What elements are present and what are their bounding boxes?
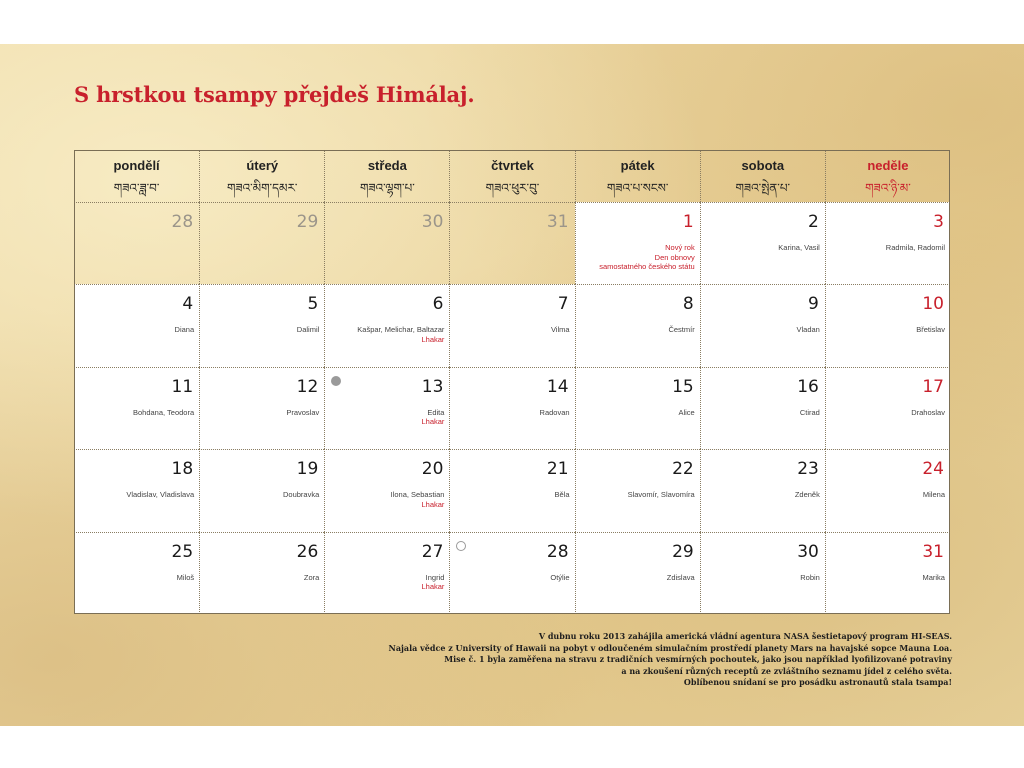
day-number: 14 xyxy=(546,376,569,397)
day-cell xyxy=(575,532,700,614)
weekday-name: sobota xyxy=(741,158,785,173)
footer-line: Mise č. 1 byla zaměřena na stravu z tradičních vesmírných pochoutek, jako jsou například lyofilizované potraviny xyxy=(444,654,952,665)
nameday-note: Běla xyxy=(554,490,570,500)
day-cell xyxy=(449,202,574,284)
nameday-note: Miloš xyxy=(176,572,195,582)
day-number: 28 xyxy=(171,212,194,232)
nameday-note: Alice xyxy=(678,407,695,417)
day-cell xyxy=(74,449,199,531)
day-number: 13 xyxy=(421,376,444,397)
weekday-tibetan: གཟའ་ཉི་མ་ xyxy=(865,181,911,195)
day-number: 17 xyxy=(922,376,944,397)
day-cell xyxy=(700,284,825,366)
footer-line: Oblíbenou snídaní se pro posádku astronautů stala tsampa! xyxy=(683,677,952,688)
day-number: 3 xyxy=(933,212,944,232)
full-moon-icon xyxy=(331,376,341,386)
calendar-grid xyxy=(74,150,950,614)
footer-text xyxy=(389,631,952,689)
nameday-note: Ilona, Sebastian xyxy=(390,490,445,500)
nameday-note: Edita xyxy=(427,407,445,417)
nameday-note: Milena xyxy=(922,490,945,500)
weekday-name: pátek xyxy=(620,158,655,173)
nameday-note: Bohdana, Teodora xyxy=(132,407,195,417)
day-notes xyxy=(421,408,444,427)
day-number: 18 xyxy=(171,459,194,480)
weekday-name: úterý xyxy=(246,158,279,173)
footer-line: V dubnu roku 2013 zahájila americká vládní agentura NASA šestietapový program HI-SEAS. xyxy=(538,631,952,641)
day-number: 15 xyxy=(672,376,694,397)
day-cell xyxy=(575,449,700,531)
day-cell xyxy=(74,202,199,284)
holiday-note: Lhakar xyxy=(421,334,445,344)
day-notes xyxy=(283,490,319,500)
day-notes xyxy=(678,408,694,418)
day-number: 30 xyxy=(421,212,444,232)
day-cell xyxy=(825,284,950,366)
day-number: 21 xyxy=(546,459,569,480)
holiday-note: samostatného českého státu xyxy=(599,262,695,271)
weekday-header xyxy=(700,150,825,202)
nameday-note: Slavomír, Slavomíra xyxy=(627,490,695,500)
day-notes xyxy=(922,573,945,583)
day-cell xyxy=(449,532,574,614)
day-notes xyxy=(796,325,819,335)
nameday-note: Zora xyxy=(303,572,320,582)
day-number: 29 xyxy=(672,541,694,562)
day-notes xyxy=(177,573,195,583)
nameday-note: Čestmír xyxy=(668,325,695,335)
day-cell xyxy=(449,449,574,531)
nameday-note: Břetislav xyxy=(916,325,945,335)
day-number: 22 xyxy=(672,459,694,480)
day-notes xyxy=(668,325,694,335)
day-number: 29 xyxy=(296,212,319,232)
day-notes xyxy=(800,408,820,418)
day-cell xyxy=(575,367,700,449)
day-number: 24 xyxy=(922,459,944,480)
day-notes xyxy=(175,325,195,335)
footer-line: a na zkoušení různých receptů ze zvláštního seznamu jídel z celého světa. xyxy=(621,665,952,676)
day-number: 1 xyxy=(682,212,694,232)
weekday-tibetan: གཟའ་ཕུར་བུ་ xyxy=(485,181,540,195)
day-notes xyxy=(304,573,319,583)
nameday-note: Diana xyxy=(174,325,195,335)
nameday-note: Zdeněk xyxy=(794,490,820,500)
holiday-note: Nový rok xyxy=(665,243,695,252)
weekday-name: středa xyxy=(367,158,407,173)
day-cell xyxy=(700,532,825,614)
day-cell xyxy=(449,284,574,366)
day-cell xyxy=(825,449,950,531)
nameday-note: Vladan xyxy=(796,325,820,335)
day-number: 26 xyxy=(296,541,319,562)
nameday-note: Vilma xyxy=(550,325,570,335)
nameday-note: Otýlie xyxy=(550,572,570,582)
day-notes xyxy=(357,325,444,344)
day-number: 8 xyxy=(682,294,694,315)
day-cell xyxy=(825,202,950,284)
nameday-note: Robin xyxy=(800,572,820,582)
day-notes xyxy=(911,408,945,418)
day-cell xyxy=(199,284,324,366)
day-cell xyxy=(199,532,324,614)
day-notes xyxy=(551,325,570,335)
day-cell xyxy=(324,202,449,284)
day-cell xyxy=(700,202,825,284)
day-cell xyxy=(449,367,574,449)
day-cell xyxy=(324,449,449,531)
day-notes xyxy=(297,325,320,335)
day-number: 19 xyxy=(296,459,319,480)
day-number: 11 xyxy=(171,376,194,397)
day-notes xyxy=(126,490,194,500)
day-number: 28 xyxy=(546,541,569,562)
nameday-note: Pravoslav xyxy=(286,407,320,417)
day-notes xyxy=(550,573,569,583)
day-notes xyxy=(667,573,695,583)
day-cell xyxy=(700,367,825,449)
day-cell xyxy=(825,367,950,449)
nameday-note: Drahoslav xyxy=(911,407,945,417)
day-cell xyxy=(324,367,449,449)
day-cell xyxy=(700,449,825,531)
holiday-note: Lhakar xyxy=(421,582,445,592)
nameday-note: Zdislava xyxy=(666,572,695,582)
day-notes xyxy=(923,490,945,500)
weekday-name: čtvrtek xyxy=(491,158,534,173)
nameday-note: Ctirad xyxy=(799,407,820,417)
day-number: 31 xyxy=(546,212,569,232)
weekday-name: pondělí xyxy=(113,158,160,173)
day-cell xyxy=(199,202,324,284)
weekday-header xyxy=(449,150,574,202)
weekday-header xyxy=(324,150,449,202)
weekday-header xyxy=(575,150,700,202)
day-notes xyxy=(886,243,945,253)
day-number: 12 xyxy=(296,376,319,397)
day-number: 9 xyxy=(808,294,819,315)
weekday-header xyxy=(199,150,324,202)
day-cell xyxy=(324,532,449,614)
weekday-tibetan: གཟའ་པ་སངས་ xyxy=(606,181,669,195)
day-notes xyxy=(391,490,445,509)
day-cell xyxy=(825,532,950,614)
weekday-tibetan: གཟའ་མིག་དམར་ xyxy=(226,181,298,195)
weekday-name: neděle xyxy=(867,158,909,173)
new-moon-icon xyxy=(456,541,466,551)
day-number: 30 xyxy=(797,541,819,562)
day-number: 2 xyxy=(808,212,819,232)
day-cell xyxy=(199,367,324,449)
weekday-tibetan: གཟའ་ཟླ་བ་ xyxy=(113,181,160,195)
day-cell xyxy=(324,284,449,366)
day-notes xyxy=(628,490,695,500)
day-number: 31 xyxy=(922,541,944,562)
day-number: 5 xyxy=(307,294,319,315)
footer-line: Najala vědce z University of Hawaii na pobyt v odloučeném simulačním prostředí planety Mars na havajské sopce Mauna Loa. xyxy=(388,642,952,653)
day-notes xyxy=(286,408,319,418)
day-cell xyxy=(199,449,324,531)
day-number: 4 xyxy=(182,294,194,315)
calendar-page xyxy=(0,44,1024,726)
weekday-header xyxy=(74,150,199,202)
day-number: 20 xyxy=(421,459,444,480)
nameday-note: Kašpar, Melichar, Baltazar xyxy=(357,325,445,335)
weekday-tibetan: གཟའ་ལྷག་པ་ xyxy=(359,181,415,195)
day-notes xyxy=(421,573,444,592)
nameday-note: Doubravka xyxy=(283,490,320,500)
day-cell xyxy=(575,284,700,366)
page-title: S hrstkou tsampy přejdeš Himálaj. xyxy=(74,82,475,107)
day-number: 10 xyxy=(922,294,944,315)
nameday-note: Radmila, Radomil xyxy=(885,243,945,252)
day-notes xyxy=(800,573,820,583)
nameday-note: Vladislav, Vladislava xyxy=(126,490,195,500)
holiday-note: Lhakar xyxy=(421,417,445,427)
nameday-note: Marika xyxy=(922,572,945,582)
weekday-tibetan: གཟའ་སྤེན་པ་ xyxy=(735,181,791,195)
day-cell xyxy=(74,284,199,366)
day-cell xyxy=(74,367,199,449)
day-cell xyxy=(575,202,700,284)
day-number: 6 xyxy=(432,294,444,315)
day-notes xyxy=(599,243,694,272)
weekday-header xyxy=(825,150,950,202)
holiday-note: Lhakar xyxy=(421,499,445,509)
day-notes xyxy=(540,408,570,418)
nameday-note: Ingrid xyxy=(425,572,445,582)
day-notes xyxy=(795,490,820,500)
nameday-note: Karina, Vasil xyxy=(778,243,820,252)
day-notes xyxy=(133,408,194,418)
day-number: 25 xyxy=(171,541,194,562)
day-number: 16 xyxy=(797,376,819,397)
day-notes xyxy=(778,243,820,253)
day-number: 7 xyxy=(557,294,569,315)
nameday-note: Radovan xyxy=(539,407,570,417)
day-number: 27 xyxy=(421,541,444,562)
day-number: 23 xyxy=(797,459,819,480)
nameday-note: Dalimil xyxy=(296,325,320,335)
holiday-note: Den obnovy xyxy=(654,252,695,262)
day-notes xyxy=(555,490,570,500)
day-notes xyxy=(916,325,945,335)
day-cell xyxy=(74,532,199,614)
